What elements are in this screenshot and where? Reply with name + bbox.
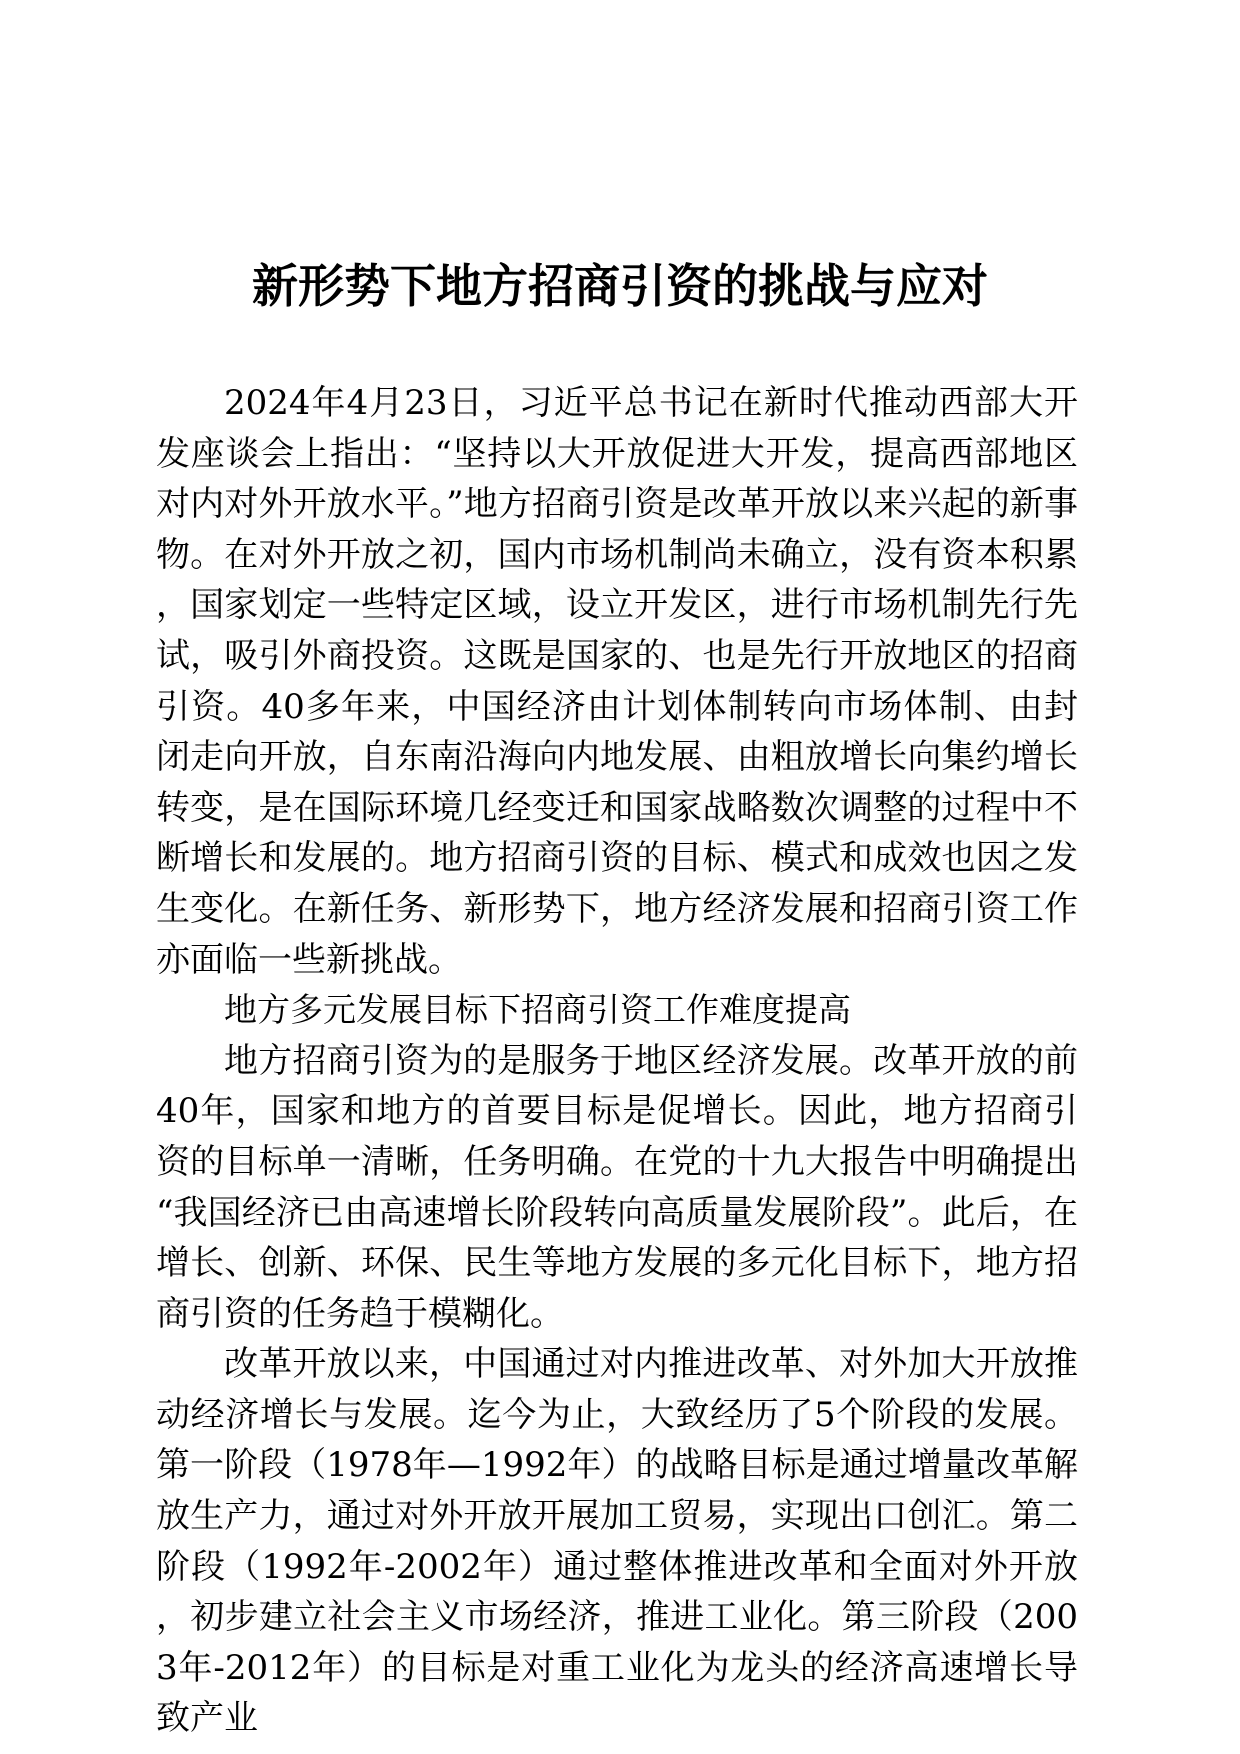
section-heading: 地方多元发展目标下招商引资工作难度提高 (224, 990, 851, 1030)
intro-paragraph: 2024年4月23日，习近平总书记在新时代推动西部大开发座谈会上指出：“坚持以大开放促进大开发，提高西部地区对内对外开放水平。”地方招商引资是改革开放以来兴起的新事物。在对外开放之初，国内市场机制尚未确立，没有资本积累，国家划定一些特定区域，设立开发区，进行市场机制先行先试，吸引外商投资。这既是国家的、也是先行开放地区的招商引资。40多年来，中国经济由计划体制转向市场体制、由封闭走向开放，自东南沿海向内地发展、由粗放增长向集约增长转变，是在国际环境几经变迁和国家战略数次调整的过程中不断增长和发展的。地方招商引资的目标、模式和成效也因之发生变化。在新任务、新形势下，地方经济发展和招商引资工作亦面临一些新挑战。 (156, 383, 1078, 980)
section-paragraph: 地方招商引资为的是服务于地区经济发展。改革开放的前40年，国家和地方的首要目标是促增长。因此，地方招商引资的目标单一清晰，任务明确。在党的十九大报告中明确提出“我国经济已由高速增长阶段转向高质量发展阶段”。此后，在增长、创新、环保、民生等地方发展的多元化目标下，地方招商引资的任务趋于模糊化。 (156, 1040, 1078, 1334)
document-title: 新形势下地方招商引资的挑战与应对 (252, 259, 988, 313)
section-paragraph: 改革开放以来，中国通过对内推进改革、对外加大开放推动经济增长与发展。迄今为止，大致经历了5个阶段的发展。第一阶段（1978年—1992年）的战略目标是通过增量改革解放生产力，通过对外开放开展加工贸易，实现出口创汇。第二阶段（1992年-2002年）通过整体推进改革和全面对外开放，初步建立社会主义市场经济，推进工业化。第三阶段（2003年-2012年）的目标是对重工业化为龙头的经济高速增长导致产业 (156, 1344, 1078, 1739)
document-body (156, 378, 1078, 1744)
